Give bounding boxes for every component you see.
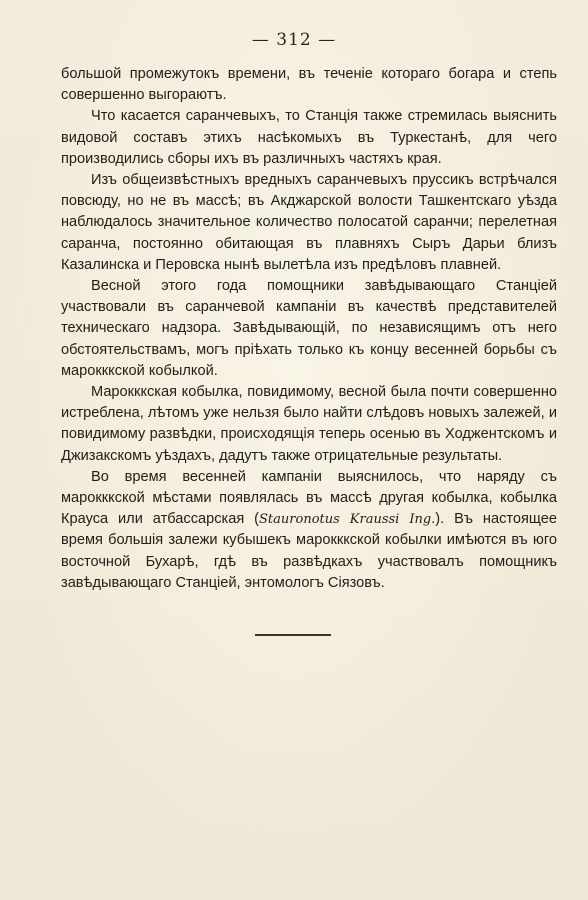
paragraph-text: ). Въ настоящее время большія залежи кубышекъ марокккской кобылки имѣются въ юго восточной Бухарѣ, гдѣ въ развѣдкахъ участвовалъ помощникъ завѣдывающаго Станціей, энтомологъ Сіязовъ. [61, 511, 557, 591]
species-name: Stauronotus Kraussi Ing. [259, 512, 436, 528]
paragraph-text: Во время весенней кампаніи выяснилось, что наряду съ марокккской мѣстами появлялась въ массѣ другая кобылка, кобылка Крауса или атбассарская ( [61, 468, 557, 528]
paragraph: большой промежутокъ времени, въ теченіе которагo богара и степь совершенно выгораютъ. [61, 66, 557, 104]
paragraph: Марокккская кобылка, повидимому, весной была почти совершенно истреблена, лѣтомъ уже нельзя было найти слѣдовъ новыхъ залежей, и повидимому развѣдки, происходящія теперь осенью въ Ходжентскомъ и Джизакскомъ уѣздахъ, дадутъ также отрицательные результаты. [61, 384, 557, 464]
section-divider [255, 634, 331, 636]
paragraph: Весной этого года помощники завѣдывающаго Станціей участвовали въ саранчевой кампаніи въ качествѣ представителей техническаго надзора. Завѣдывающій, по независящимъ отъ него обстоятельствамъ, могъ пріѣхать только къ концу весенней борьбы съ марокккской кобылкой. [61, 278, 557, 379]
body-text [61, 64, 557, 594]
paragraph: Что касается саранчевыхъ, то Станція также стремилась выяснить видовой составъ этихъ насѣкомыхъ въ Туркестанѣ, для чего производились сборы ихъ въ различныхъ частяхъ края. [61, 108, 557, 167]
paragraph: Изъ общеизвѣстныхъ вредныхъ саранчевыхъ пруссикъ встрѣчался повсюду, но не въ массѣ; въ Акджарской волости Ташкентскаго уѣзда наблюдалось значительное количество полосатой саранчи; перелетная саранча, постоянно обитающая въ плавняхъ Сыръ Дарьи близъ Казалинска и Перовска нынѣ вылетѣла изъ предѣловъ плавней. [61, 172, 557, 273]
paragraph [61, 467, 557, 594]
page-number: — 312 — [251, 30, 337, 50]
